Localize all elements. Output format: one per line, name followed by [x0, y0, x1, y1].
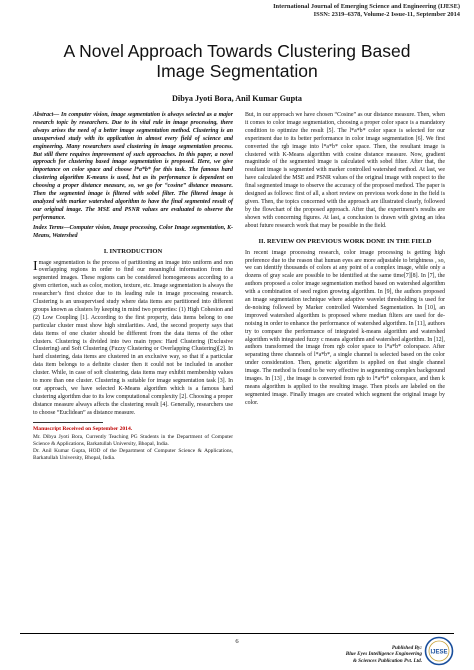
svg-text:IJESE: IJESE: [430, 649, 448, 656]
publisher-name: Blue Eyes Intelligence Engineering: [345, 651, 422, 658]
publisher-label: Published By:: [391, 645, 422, 651]
title-line-2: Image Segmentation: [156, 61, 318, 81]
publisher-name-2: & Sciences Publication Pvt. Ltd.: [352, 657, 422, 664]
review-text: In recent image processing research, color image processing is getting high preference due to the reason that human eyes are more adjustable to brightness , so, we can identify thousands of colors at any point of a complex image, while only a dozens of gray scale are possible to be identified at the same time[7][8]. In [7], the authors proposed a color image segmentation method based on watershed algorithm with a combination of seed region growing algorithm. In [9], the authors proposed an image segmentation technique where adaptive wavelet thresholding is used for de-noising followed by Marker controlled Watershed Segmentation. In [10], an improved watershed algorithm is proposed where median filters are used for de-noising in order to enhance the performance of watershed algorithm. In [11], authors try to compare the performance of integrated k-means algorithm and watershed algorithm with integrated fuzzy c means algorithm and watershed algorithm. In [12], authors transformed the image from rgb color space to l*a*b* colorspace. After separating three channels of l*a*b*, a single channel is selected based on the color under consideration. Then, genetic algorithm is applied on that single channel image. The method is found to be very effective in segmenting complex background images. In [13] , the image is converted from rgb to l*a*b* colorspace, and then k means algorithm is applied to the resulting image. Then pixels are labeled on the segmented image. Finally images are created which segment the original image by color.: [245, 249, 445, 406]
footer-divider: [20, 633, 454, 634]
author-note-2: Dr. Anil Kumar Gupta, HOD of the Department of Computer Science & Applications, Barkatullah University, Bhopal, India.: [33, 447, 233, 461]
page-number: 6: [235, 638, 239, 645]
journal-name: International Journal of Emerging Science and Engineering (IJESE): [273, 3, 460, 10]
section-heading-review: II. REVIEW ON PREVIOUS WORK DONE IN THE FIELD: [258, 237, 432, 245]
title-line-1: A Novel Approach Towards Clustering Based: [63, 41, 411, 61]
intro-continuation: But, in our approach we have chosen “Cosine” as our distance measure. Then, when it comes to color image segmentation, choosing a proper color space is a mandatory condition to optimize the result [5]. The l*a*b* color space is selected for our experiment due to its better performance in color image segmentation [6]. We first converted the rgb image into l*a*b* color space. Then, the resultant image is clustered with K-Means algorithm with cosine distance measure. Now, gradient magnitude of the segmented image is calculated with sobel filter. After that, the resultant image is segmented with marker controlled watershed method. At last, we have calculated the MSE and PSNR values of the original image with respect to the final segmented image to observe the accuracy of the proposed method. The paper is designed as follows: first of all, a short review on previous work done in the field is given. Then, the topics concerned with the approach are illustrated clearly, followed by the flowchart of the proposed approach. After that, the experiment’s results are shown with concerning figures. At last, a conclusion is drawn with giving an idea about future research work that may be possible in the field.: [245, 112, 445, 229]
left-column: [33, 112, 233, 462]
publisher-info: [330, 645, 422, 664]
abstract: Abstract— In computer vision, image segmentation is always selected as a major research topic by researchers. Due to its vital rule in image processing, there always arises the need of a better image segmentation method. Clustering is an unsupervised study with its application in almost every field of science and engineering. Many researchers used clustering in image segmentation process. But still there requires improvement of such approaches. In this paper, a novel approach for clustering based image segmentation is proposed. Here, we give importance on color space and choose l*a*b* for this task. The famous hard clustering algorithm K-means is used, but as its performance is dependent on choosing a proper distance measure, so, we go for “cosine” distance measure. Then the segmented image is filtered with sobel filter. The filtered image is analyzed with marker watershed algorithm to have the final segmented result of our original image. The MSE and PSNR values are evaluated to observe the performance.: [33, 112, 233, 221]
footnote-divider: [33, 422, 103, 423]
paper-authors: Dibya Jyoti Bora, Anil Kumar Gupta: [172, 94, 302, 103]
ijese-logo: [424, 636, 454, 666]
manuscript-received: Manuscript Received on September 2014.: [33, 425, 133, 432]
author-note-1: Mr. Dibya Jyoti Bora, Currently Teaching PG Students in the Department of Computer Science & Applications, Barkatullah University, Bhopal, India.: [33, 433, 233, 447]
introduction-text: [33, 260, 233, 418]
drop-cap: I: [33, 258, 38, 274]
paper-title: [20, 41, 454, 81]
index-terms: Index Terms—Computer vision, Image processing, Color Image segmentation, K-Means, Watershed: [33, 224, 233, 239]
introduction-body: mage segmentation is the process of partitioning an image into uniform and non overlapping regions in order to find our meaningful information from the segmented images. These regions can be considered homogeneous according to a given criterion, such as color, motion, texture, etc. Image segmentation is always the researcher’s first choice due to its leading rule in image processing research. Clustering is an unsupervised study where data items are partitioned into different groups known as clusters by keeping in mind two properties: (1) High Cohesion and (2) Low Coupling [1]. According to the first property, data items belong to one particular cluster must show high similarities. And, the second property says that data items of one cluster should be different from the data items of the other clusters. Clustering is divided into two main types: Hard Clustering (Exclusive Clustering) and Soft Clustering (Fuzzy Clustering or Overlapping Clustering)[2]. In hard clustering, data items are clustered in an exclusive way, so that if a particular data item belongs to a definite cluster then it could not be included in another cluster. While, in case of soft clustering, data items may exhibit membership values to more than one cluster. Clustering is suitable for image segmentation task [3]. In our approach, we have selected K-Means algorithm which is a famous hard clustering algorithm due to its low computational complexity [2]. Choosing a proper distance measure always affects the clustering result [4]. Generally, researchers use to choose “Euclidean” as distance measure.: [33, 259, 233, 416]
right-column: [245, 112, 445, 410]
journal-issn: ISSN: 2319–6378, Volume-2 Issue-11, September 2014: [313, 11, 460, 18]
section-heading-introduction: I. INTRODUCTION: [103, 247, 163, 255]
journal-header: [160, 3, 460, 19]
